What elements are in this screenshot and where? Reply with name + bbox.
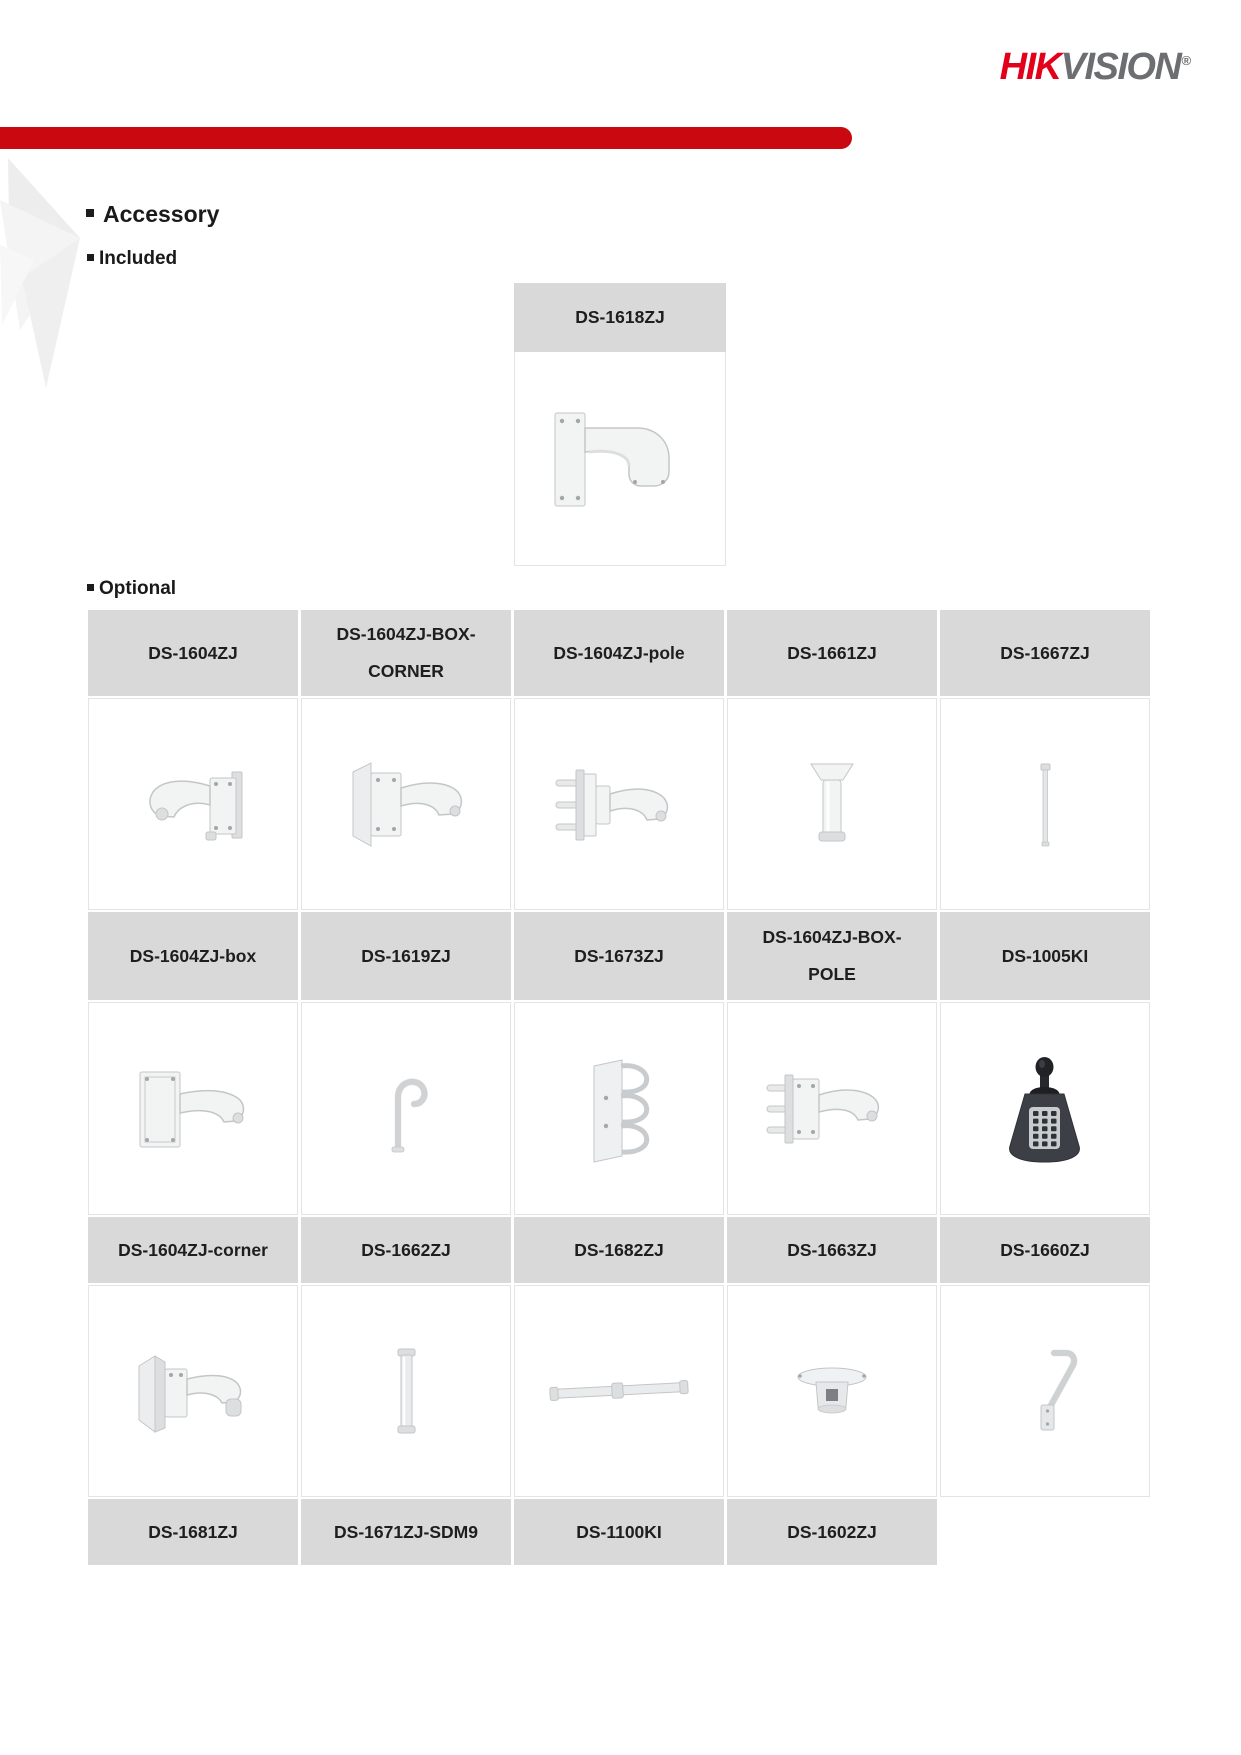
- logo-vision: VISION: [1060, 46, 1181, 88]
- model-header: DS-1618ZJ: [514, 283, 726, 352]
- ceiling-mount-icon: [727, 1285, 937, 1497]
- square-bullet-icon: [86, 209, 94, 217]
- l-rod-bracket-icon: [940, 1285, 1150, 1497]
- accent-bar: [0, 127, 852, 149]
- subsection-included: [87, 248, 177, 270]
- pendant-mount-icon: [727, 698, 937, 910]
- extension-rod-icon: [940, 698, 1150, 910]
- logo-hik: HIK: [999, 46, 1061, 88]
- model-header: DS-1604ZJ-box: [88, 912, 298, 1000]
- square-bullet-icon: [87, 584, 94, 591]
- brand-logo: [1000, 46, 1191, 89]
- box-corner-arm-icon: [301, 698, 511, 910]
- included-accessory-table: [514, 283, 726, 566]
- square-bullet-icon: [87, 254, 94, 261]
- registered-mark: ®: [1181, 53, 1191, 69]
- model-header: DS-1604ZJ-pole: [514, 610, 724, 696]
- subsection-optional: [87, 578, 176, 600]
- pole-strap-mount-icon: [514, 1002, 724, 1215]
- wall-mount-bracket-icon: [514, 352, 726, 566]
- model-header: DS-1619ZJ: [301, 912, 511, 1000]
- watermark-triangles-icon: [0, 150, 95, 400]
- model-header: DS-1100KI: [514, 1499, 724, 1565]
- corner-mount-arm-icon: [88, 1285, 298, 1497]
- model-header: DS-1005KI: [940, 912, 1150, 1000]
- wall-arm-bracket-icon: [88, 698, 298, 910]
- box-pole-arm-icon: [727, 1002, 937, 1215]
- control-keyboard-icon: [940, 1002, 1150, 1215]
- empty-cell: [940, 1499, 1150, 1565]
- model-header: DS-1604ZJ-corner: [88, 1217, 298, 1283]
- model-header: DS-1671ZJ-SDM9: [301, 1499, 511, 1565]
- section-title-text: Accessory: [103, 201, 220, 227]
- pole-mount-arm-icon: [514, 698, 724, 910]
- horizontal-rod-icon: [514, 1285, 724, 1497]
- model-header: DS-1604ZJ-BOX-POLE: [727, 912, 937, 1000]
- model-header: DS-1604ZJ: [88, 610, 298, 696]
- section-title-accessory: [86, 201, 219, 228]
- model-header: DS-1602ZJ: [727, 1499, 937, 1565]
- model-header: DS-1661ZJ: [727, 610, 937, 696]
- subsection-optional-text: Optional: [99, 578, 177, 599]
- optional-accessory-table: [88, 610, 1150, 1565]
- model-header: DS-1673ZJ: [514, 912, 724, 1000]
- subsection-included-text: Included: [99, 248, 178, 269]
- model-header: DS-1660ZJ: [940, 1217, 1150, 1283]
- column-pole-icon: [301, 1285, 511, 1497]
- model-header: DS-1663ZJ: [727, 1217, 937, 1283]
- junction-box-arm-icon: [88, 1002, 298, 1215]
- model-header: DS-1667ZJ: [940, 610, 1150, 696]
- model-header: DS-1681ZJ: [88, 1499, 298, 1565]
- model-header: DS-1662ZJ: [301, 1217, 511, 1283]
- model-header: DS-1682ZJ: [514, 1217, 724, 1283]
- model-header: DS-1604ZJ-BOX-CORNER: [301, 610, 511, 696]
- gooseneck-hook-icon: [301, 1002, 511, 1215]
